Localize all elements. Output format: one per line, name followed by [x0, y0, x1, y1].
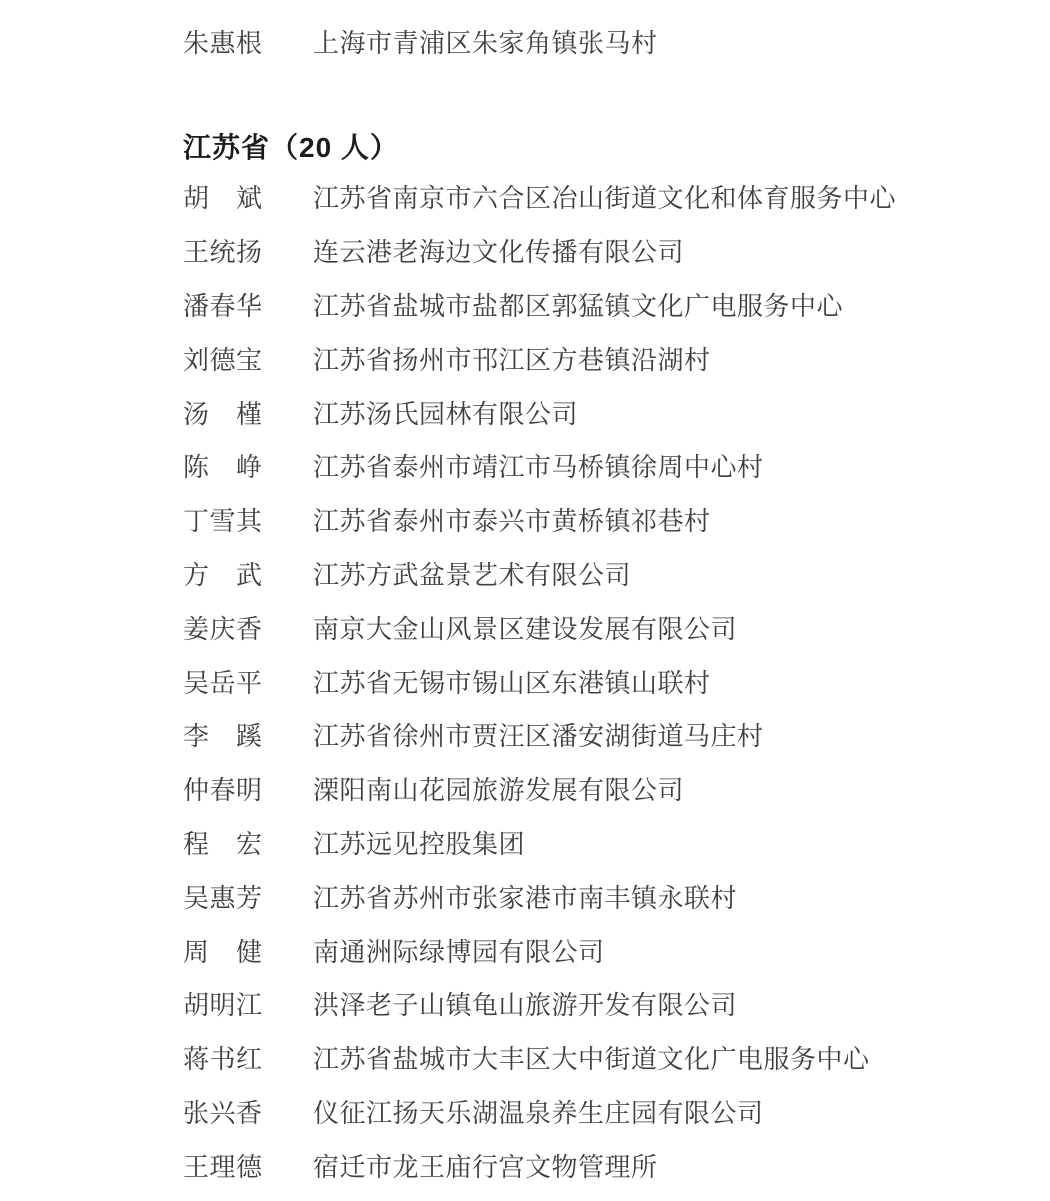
person-name: 姜庆香	[183, 614, 263, 644]
table-row	[183, 224, 1050, 278]
person-name: 方 武	[183, 560, 263, 590]
person-name: 陈 峥	[183, 453, 263, 483]
organization-name: 江苏省无锡市锡山区东港镇山联村	[313, 668, 711, 698]
organization-name: 江苏方武盆景艺术有限公司	[313, 560, 632, 590]
section-title: 江苏省（20 人）	[183, 132, 399, 163]
person-name: 仲春明	[183, 776, 263, 806]
organization-name: 江苏省盐城市盐都区郭猛镇文化广电服务中心	[313, 291, 844, 321]
table-row	[183, 170, 1050, 224]
table-row	[183, 278, 1050, 332]
person-name: 胡 斌	[183, 184, 263, 214]
table-row	[183, 493, 1050, 547]
organization-name: 连云港老海边文化传播有限公司	[313, 238, 685, 268]
organization-name: 仪征江扬天乐湖温泉养生庄园有限公司	[313, 1098, 764, 1128]
table-row	[183, 24, 658, 58]
organization-name: 江苏省扬州市邗江区方巷镇沿湖村	[313, 345, 711, 375]
organization-name: 江苏省泰州市靖江市马桥镇徐周中心村	[313, 453, 764, 483]
table-row	[183, 1085, 1050, 1139]
table-row	[183, 439, 1050, 493]
organization-name: 江苏省盐城市大丰区大中街道文化广电服务中心	[313, 1045, 870, 1075]
person-name: 张兴香	[183, 1098, 263, 1128]
table-row	[183, 923, 1050, 977]
table-row	[183, 816, 1050, 870]
person-name: 王统扬	[183, 238, 263, 268]
table-row	[183, 654, 1050, 708]
person-name: 汤 槿	[183, 399, 263, 429]
organization-name: 上海市青浦区朱家角镇张马村	[313, 28, 658, 58]
person-name: 李 蹊	[183, 722, 263, 752]
entry-list	[183, 170, 1050, 1192]
table-row	[183, 762, 1050, 816]
person-name: 刘德宝	[183, 345, 263, 375]
person-name: 潘春华	[183, 291, 263, 321]
table-row	[183, 331, 1050, 385]
organization-name: 江苏远见控股集团	[313, 829, 526, 859]
table-row	[183, 600, 1050, 654]
organization-name: 南通洲际绿博园有限公司	[313, 937, 605, 967]
table-row	[183, 1138, 1050, 1192]
table-row	[183, 977, 1050, 1031]
person-name: 王理德	[183, 1152, 263, 1182]
organization-name: 洪泽老子山镇龟山旅游开发有限公司	[313, 991, 738, 1021]
table-row	[183, 708, 1050, 762]
person-name: 丁雪其	[183, 507, 263, 537]
organization-name: 江苏省南京市六合区冶山街道文化和体育服务中心	[313, 184, 897, 214]
organization-name: 江苏省徐州市贾汪区潘安湖街道马庄村	[313, 722, 764, 752]
organization-name: 江苏省苏州市张家港市南丰镇永联村	[313, 883, 738, 913]
person-name: 朱惠根	[183, 28, 263, 58]
person-name: 周 健	[183, 937, 263, 967]
table-row	[183, 547, 1050, 601]
person-name: 蒋书红	[183, 1045, 263, 1075]
organization-name: 江苏汤氏园林有限公司	[313, 399, 579, 429]
organization-name: 江苏省泰州市泰兴市黄桥镇祁巷村	[313, 507, 711, 537]
table-row	[183, 385, 1050, 439]
person-name: 程 宏	[183, 829, 263, 859]
person-name: 吴惠芳	[183, 883, 263, 913]
organization-name: 溧阳南山花园旅游发展有限公司	[313, 776, 685, 806]
table-row	[183, 1031, 1050, 1085]
organization-name: 南京大金山风景区建设发展有限公司	[313, 614, 738, 644]
person-name: 胡明江	[183, 991, 263, 1021]
table-row	[183, 869, 1050, 923]
organization-name: 宿迁市龙王庙行宫文物管理所	[313, 1152, 658, 1182]
person-name: 吴岳平	[183, 668, 263, 698]
